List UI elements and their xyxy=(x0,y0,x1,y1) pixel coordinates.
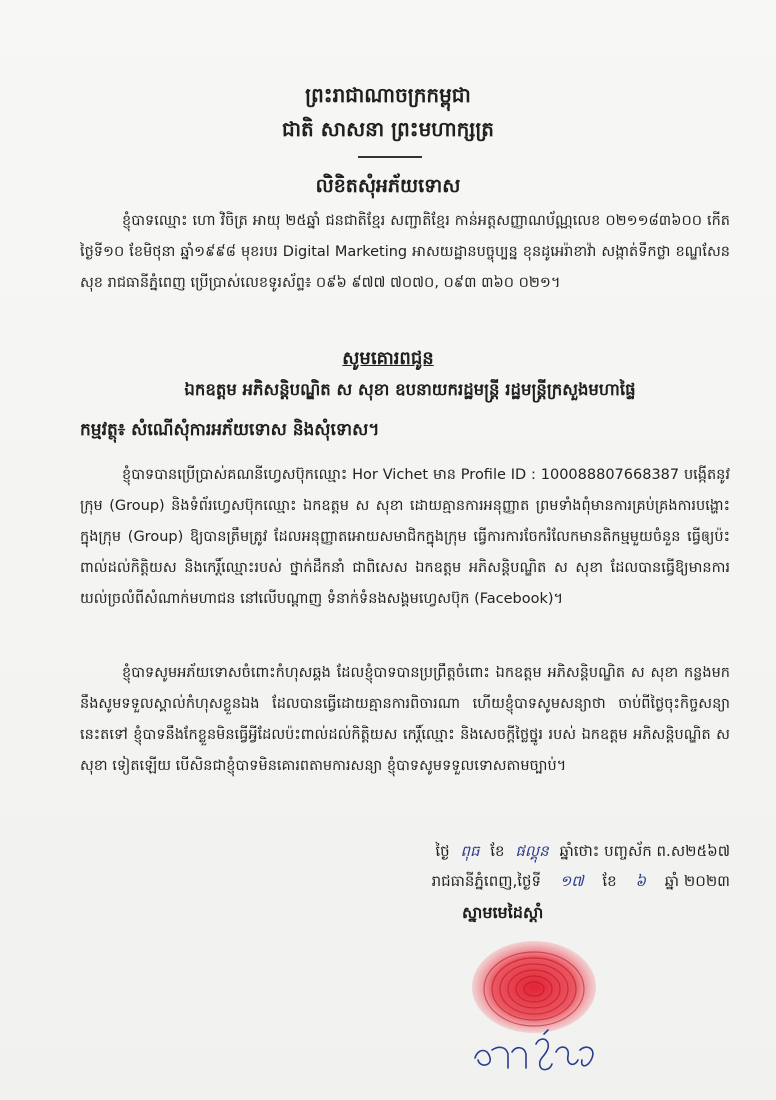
year-label: ឆ្នាំ ២០២៣ xyxy=(664,872,730,890)
place-date-prefix: រាជធានីភ្នំពេញ,ថ្ងៃទី xyxy=(431,872,542,890)
month-handwritten: ៦ xyxy=(635,872,647,890)
body-paragraph-1: ខ្ញុំបាទបានប្រើប្រាស់គណនីហ្វេសប៊ុកឈ្មោះ Hor Vichet មាន Profile ID : 100088807668387 បង្កើតនូវក្រុម (Group) និងទំព័រហ្វេសប៊ុកឈ្មោះ ឯកឧត្តម ស សុខា ដោយគ្មានការអនុញ្ញាត ព្រមទាំងពុំមានការគ្រប់គ្រងការបង្ហោះក្នុងក្រុម (Group) ឱ្យបានត្រឹមត្រូវ ដែលអនុញ្ញាតអោយសមាជិកក្នុងក្រុម ធ្វើការការចែករំលែកមានតិកម្មមួយចំនួន ធ្វើឲ្យប៉ះពាល់ដល់កិត្តិយស និងកេរ្តិ៍ឈ្មោះរបស់ ថ្នាក់ដឹកនាំ ជាពិសេស ឯកឧត្តម អភិសន្តិបណ្ឌិត ស សុខា ដែលបានធ្វើឱ្យមានការយល់ច្រលំពីសំណាក់មហាជន នៅលើបណ្តាញ ទំនាក់ទំនងសង្គមហ្វេសប៊ុក (Facebook)។ xyxy=(80,467,730,607)
kingdom-heading: ព្រះរាជាណាចក្រកម្ពុជា xyxy=(305,83,471,107)
header-divider xyxy=(358,156,422,158)
subject-line: កម្មវត្ថុ៖ សំណើសុំការអភ័យទោស និងសុំទោស។ xyxy=(80,420,380,440)
day-handwritten: ១៧ xyxy=(559,872,584,890)
thumbprint-mark xyxy=(466,935,602,1037)
thumbprint-label: ស្នាមមេដៃស្តាំ xyxy=(462,903,544,922)
intro-paragraph: ខ្ញុំបាទឈ្មោះ ហោ វិចិត្រ អាយុ ២៥ឆ្នាំ ជនជាតិខ្មែរ សញ្ជាតិខ្មែរ កាន់អត្តសញ្ញាណប័ណ្ណលេខ ០២១១៨៣៦០០ កើតថ្ងៃទី១០ ខែមិថុនា ឆ្នាំ១៩៩៨ មុខរបរ Digital Marketing អាសយដ្ឋានបច្ចុប្បន្ន ខុនដូអេរ៉ាខាវ៉ា សង្កាត់ទឹកថ្លា ខណ្ឌសែនសុខ រាជធានីភ្នំពេញ ប្រើប្រាស់លេខទូរស័ព្ទ៖ ០៩៦ ៩៧៧ ៧០៧០, ០៩៣ ៣៦០ ០២១។ xyxy=(80,213,730,291)
lunar-day-handwritten: ពុធ xyxy=(460,842,480,860)
lunar-date-suffix: ឆ្នាំថោះ បញ្ចស័ក ព.ស២៥៦៧ xyxy=(559,842,730,860)
place-date-line xyxy=(432,872,730,894)
respectfully-label: សូមគោរពជូន xyxy=(342,348,434,369)
body-paragraph-2: ខ្ញុំបាទសូមអភ័យទោសចំពោះកំហុសឆ្គង ដែលខ្ញុំបាទបានប្រព្រឹត្តចំពោះ ឯកឧត្តម អភិសន្តិបណ្ឌិត ស សុខា កន្លងមក នឹងសូមទទួលស្គាល់កំហុសខ្លួនឯង ដែលបានធ្វើដោយគ្មានការពិចារណា ហើយខ្ញុំបាទសូមសន្យាថា ចាប់ពីថ្ងៃចុះកិច្ចសន្យានេះតទៅ ខ្ញុំបាទនឹងកែខ្លួនមិនធ្វើអ្វីដែលប៉ះពាល់ដល់កិត្តិយស កេរ្តិ៍ឈ្មោះ និងសេចក្តីថ្លៃថ្នូរ របស់ ឯកឧត្តម អភិសន្តិបណ្ឌិត ស សុខា ទៀតឡើយ បើសិនជាខ្ញុំបាទមិនគោរពតាមការសន្យា ខ្ញុំបាទសូមទទួលទោសតាមច្បាប់។ xyxy=(80,665,730,774)
motto-heading: ជាតិ សាសនា ព្រះមហាក្សត្រ xyxy=(282,117,494,141)
lunar-month-label: ខែ xyxy=(490,842,505,860)
month-label: ខែ xyxy=(602,872,617,890)
lunar-month-handwritten: ផល្គុន xyxy=(515,842,549,860)
recipient-line: ឯកឧត្តម អភិសន្តិបណ្ឌិត ស សុខា ឧបនាយករដ្ឋមន្ត្រី រដ្ឋមន្ត្រីក្រសួងមហាផ្ទៃ xyxy=(184,380,636,399)
signature-mark xyxy=(470,1028,600,1078)
lunar-date-line xyxy=(435,842,730,864)
letter-title: លិខិតសុំអភ័យទោស xyxy=(315,175,461,197)
lunar-date-prefix: ថ្ងៃ xyxy=(435,842,450,860)
